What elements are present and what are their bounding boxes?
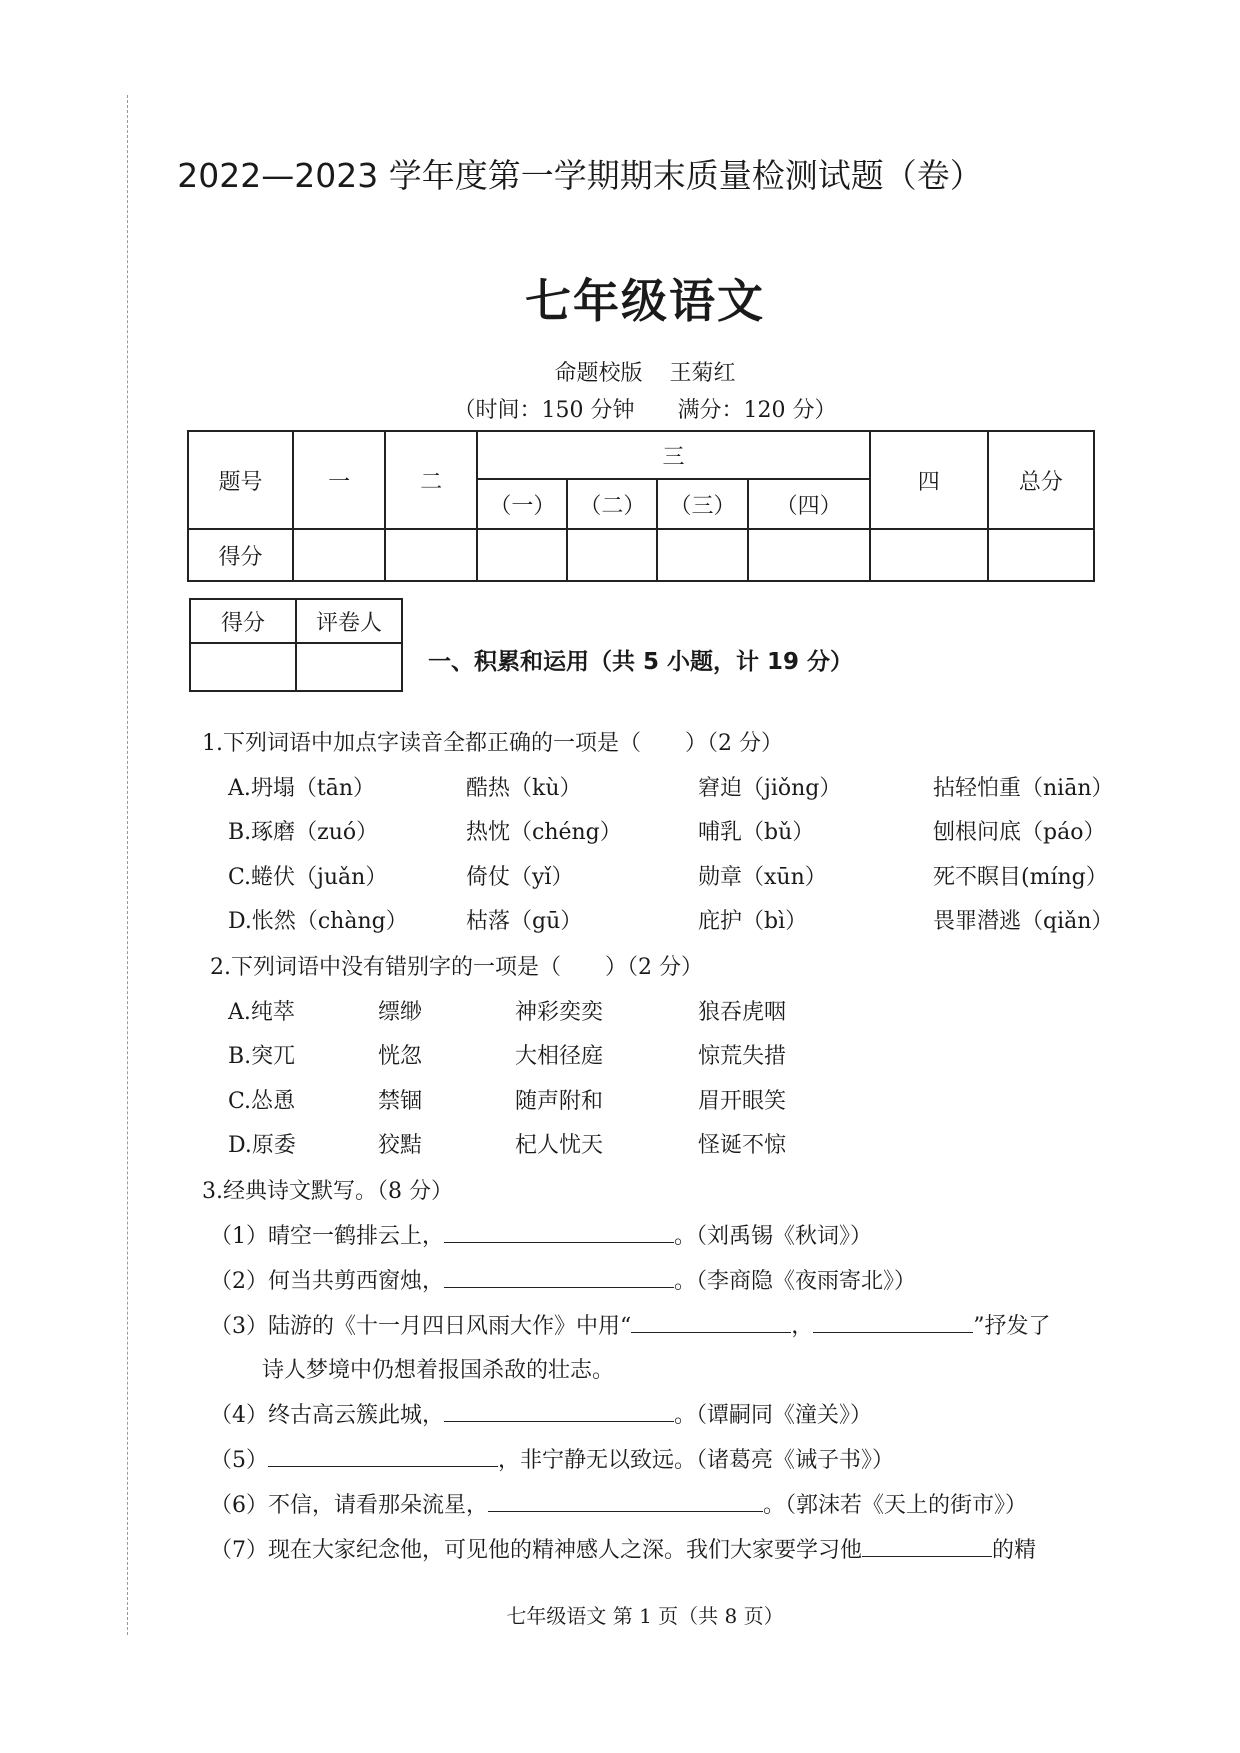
q3-line-3-mid: ， (791, 1314, 814, 1339)
q1-option-c-4: 死不瞑目(míng） (933, 865, 1108, 890)
q3-blank-2[interactable] (444, 1267, 674, 1288)
score-cell-1[interactable] (293, 529, 385, 581)
q3-line-2-prefix: （2）何当共剪西窗烛， (210, 1269, 444, 1294)
q3-blank-1[interactable] (444, 1222, 674, 1243)
q3-line-4 (210, 1398, 872, 1429)
q3-line-6 (210, 1488, 1027, 1519)
q2-option-c-2: 禁锢 (378, 1089, 423, 1114)
score-table-col-1: 一 (293, 431, 385, 529)
score-cell-total[interactable] (988, 529, 1094, 581)
score-table-label-no: 题号 (188, 431, 293, 529)
q3-blank-5[interactable] (268, 1446, 498, 1467)
q2-option-d-3: 杞人忧天 (515, 1133, 604, 1158)
grader-table (189, 598, 403, 692)
q1-option-d-1: D.怅然（chàng） (228, 909, 408, 934)
q2-option-d-4: 怪诞不惊 (698, 1133, 787, 1158)
q3-line-7 (210, 1533, 1036, 1564)
q2-option-c-3: 随声附和 (515, 1089, 604, 1114)
q3-line-2 (210, 1264, 916, 1295)
score-table-col-3: 三 (477, 431, 869, 479)
score-table-col-3-sub-2: （二） (567, 479, 657, 529)
exam-title: 2022—2023 学年度第一学期期末质量检测试题（卷） (177, 156, 983, 195)
score-table (187, 430, 1095, 582)
q2-option-a-4: 狼吞虎咽 (698, 1000, 787, 1025)
q1-option-b-4: 刨根问底（páo） (933, 820, 1106, 845)
q3-line-3 (210, 1309, 1051, 1340)
score-cell-3-4[interactable] (748, 529, 870, 581)
q1-option-c-2: 倚仗（yǐ） (466, 865, 574, 890)
q3-blank-3b[interactable] (813, 1312, 973, 1333)
q3-line-3-suffix: ”抒发了 (973, 1314, 1051, 1339)
q1-option-b-1: B.琢磨（zuó） (228, 820, 379, 845)
score-table-label-score: 得分 (188, 529, 293, 581)
score-table-col-3-sub-3: （三） (657, 479, 747, 529)
score-table-col-3-sub-4: （四） (748, 479, 870, 529)
q3-line-4-prefix: （4）终古高云簇此城， (210, 1403, 444, 1428)
author-line (0, 356, 1240, 387)
q3-stem: 3.经典诗文默写。（8 分） (202, 1179, 453, 1204)
score-table-col-3-sub-1: （一） (477, 479, 567, 529)
q3-line-3-prefix: （3）陆游的《十一月四日风雨大作》中用“ (210, 1314, 632, 1339)
q2-stem: 2.下列词语中没有错别字的一项是（ ）（2 分） (210, 955, 703, 980)
q1-option-c-3: 勋章（xūn） (698, 865, 827, 890)
q2-option-b-4: 惊荒失措 (698, 1044, 787, 1069)
author-label: 命题校版 (554, 361, 643, 386)
q3-line-5-suffix: ，非宁静无以致远。（诸葛亮《诫子书》） (498, 1448, 895, 1473)
score-cell-3-1[interactable] (477, 529, 567, 581)
q3-line-1-suffix: 。（刘禹锡《秋词》） (674, 1224, 873, 1249)
q1-option-d-3: 庇护（bì） (698, 909, 808, 934)
q3-line-3-continued: 诗人梦境中仍想着报国杀敌的壮志。 (262, 1358, 615, 1383)
q3-blank-4[interactable] (444, 1401, 674, 1422)
page-footer: 七年级语文 第 1 页（共 8 页） (506, 1604, 784, 1628)
q2-option-a-2: 缥缈 (378, 1000, 423, 1025)
q2-option-c-1: C.怂恿 (228, 1089, 296, 1114)
q1-option-c-1: C.蜷伏（juǎn） (228, 865, 388, 890)
time-info (0, 393, 1240, 424)
q3-line-6-prefix: （6）不信，请看那朵流星， (210, 1493, 488, 1518)
q2-option-d-2: 狡黠 (378, 1133, 423, 1158)
q1-option-b-3: 哺乳（bǔ） (698, 820, 815, 845)
q1-option-a-1: A.坍塌（tān） (228, 776, 376, 801)
q3-line-5-prefix: （5） (210, 1448, 268, 1473)
q3-line-7-suffix: 的精 (992, 1538, 1037, 1563)
score-cell-4[interactable] (870, 529, 988, 581)
q3-line-1-prefix: （1）晴空一鹤排云上， (210, 1224, 444, 1249)
q3-line-5 (210, 1443, 894, 1474)
grader-name-cell[interactable] (296, 643, 402, 691)
q3-line-4-suffix: 。（谭嗣同《潼关》） (674, 1403, 873, 1428)
score-table-col-4: 四 (870, 431, 988, 529)
q1-option-d-2: 枯落（gū） (466, 909, 583, 934)
exam-time: （时间：150 分钟 (453, 398, 635, 423)
score-cell-2[interactable] (385, 529, 477, 581)
q1-option-b-2: 热忱（chéng） (466, 820, 622, 845)
q3-line-6-suffix: 。（郭沫若《天上的街市》） (763, 1493, 1028, 1518)
q1-option-a-2: 酷热（kù） (466, 776, 582, 801)
q1-option-a-3: 窘迫（jiǒng） (698, 776, 842, 801)
q3-blank-7[interactable] (862, 1536, 992, 1557)
score-cell-3-3[interactable] (657, 529, 747, 581)
section-1-title: 一、积累和运用（共 5 小题，计 19 分） (428, 649, 854, 675)
q3-line-7-prefix: （7）现在大家纪念他，可见他的精神感人之深。我们大家要学习他 (210, 1538, 862, 1563)
q1-option-d-4: 畏罪潜逃（qiǎn） (933, 909, 1114, 934)
full-score: 满分：120 分） (677, 398, 837, 423)
subject-title: 七年级语文 (525, 274, 765, 328)
q3-blank-6[interactable] (488, 1491, 763, 1512)
q2-option-b-1: B.突兀 (228, 1044, 296, 1069)
q2-option-a-1: A.纯萃 (228, 1000, 295, 1025)
q2-option-b-2: 恍忽 (378, 1044, 423, 1069)
author-name: 王菊红 (669, 361, 736, 386)
q3-line-2-suffix: 。（李商隐《夜雨寄北》） (674, 1269, 917, 1294)
grader-table-grader-label: 评卷人 (296, 599, 402, 643)
score-table-total: 总分 (988, 431, 1094, 529)
q1-option-a-4: 拈轻怕重（niān） (933, 776, 1114, 801)
q2-option-d-1: D.原委 (228, 1133, 296, 1158)
q3-line-1 (210, 1219, 872, 1250)
q2-option-c-4: 眉开眼笑 (698, 1089, 787, 1114)
grader-score-cell[interactable] (190, 643, 296, 691)
q3-blank-3a[interactable] (631, 1312, 791, 1333)
grader-table-score-label: 得分 (190, 599, 296, 643)
q2-option-b-3: 大相径庭 (515, 1044, 604, 1069)
score-cell-3-2[interactable] (567, 529, 657, 581)
score-table-col-2: 二 (385, 431, 477, 529)
q2-option-a-3: 神彩奕奕 (515, 1000, 604, 1025)
q1-stem: 1.下列词语中加点字读音全都正确的一项是（ ）（2 分） (202, 731, 783, 756)
